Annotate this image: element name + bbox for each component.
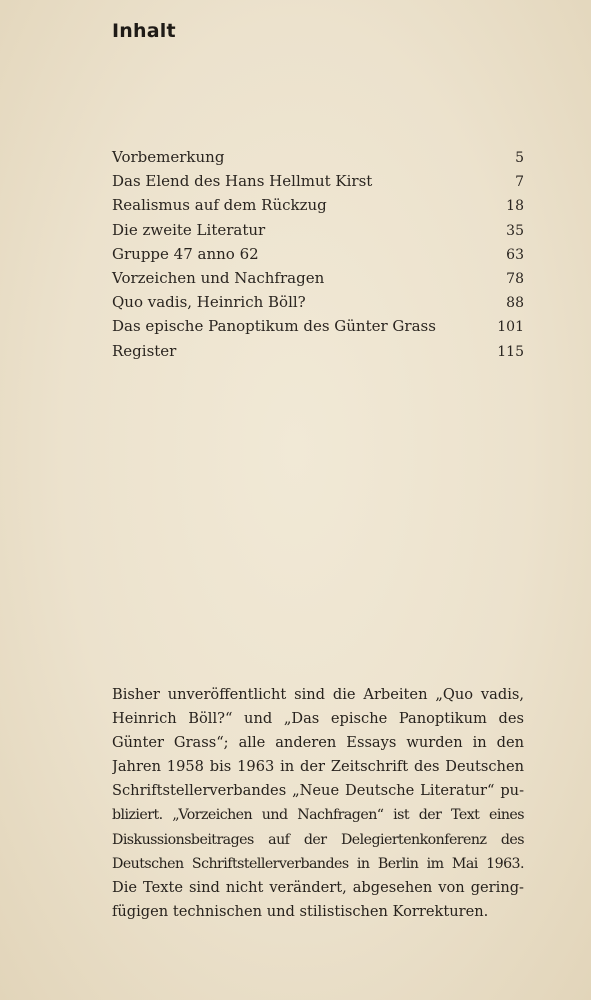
page-title: Inhalt	[112, 20, 176, 42]
toc-entry-page: 18	[506, 198, 524, 215]
toc-entry-title: Die zweite Literatur	[112, 220, 266, 239]
table-of-contents	[112, 145, 524, 363]
toc-entry-title: Vorzeichen und Nachfragen	[112, 268, 325, 287]
note-line: bliziert. „Vorzeichen und Nachfragen“ ist der Text eines	[112, 807, 524, 824]
toc-entry-page: 35	[506, 222, 524, 239]
editorial-note	[112, 683, 524, 924]
toc-entry-page: 63	[506, 246, 524, 263]
toc-entry	[112, 339, 524, 363]
toc-entry	[112, 169, 524, 193]
toc-entry	[112, 218, 524, 242]
toc-entry-page: 7	[515, 174, 524, 191]
toc-entry	[112, 242, 524, 266]
toc-entry	[112, 314, 524, 338]
toc-entry-page: 88	[506, 295, 524, 312]
toc-entry-page: 78	[506, 270, 524, 287]
toc-entry-title: Register	[112, 341, 177, 360]
note-line: fügigen technischen und stilistischen Korrekturen.	[112, 902, 489, 920]
note-line: Bisher unveröffentlicht sind die Arbeiten „Quo vadis,	[112, 686, 524, 703]
toc-entry	[112, 145, 524, 169]
note-line: Schriftstellerverbandes „Neue Deutsche Literatur“ pu-	[112, 782, 524, 800]
toc-entry-title: Gruppe 47 anno 62	[112, 244, 259, 263]
toc-entry-page: 5	[515, 150, 524, 166]
note-line: Heinrich Böll?“ und „Das epische Panoptikum des	[112, 710, 524, 728]
toc-entry-page: 101	[497, 319, 524, 336]
toc-entry-page: 115	[497, 343, 524, 360]
toc-entry-title: Das Elend des Hans Hellmut Kirst	[112, 172, 373, 191]
toc-entry	[112, 266, 524, 290]
note-line: Diskussionsbeitrages auf der Delegiertenkonferenz des	[112, 831, 524, 848]
toc-entry	[112, 290, 524, 314]
toc-entry-title: Vorbemerkung	[112, 148, 225, 166]
toc-entry-title: Quo vadis, Heinrich Böll?	[112, 293, 306, 312]
toc-entry	[112, 193, 524, 217]
note-line: Die Texte sind nicht verändert, abgesehen von gering-	[112, 878, 524, 896]
note-line: Deutschen Schriftstellerverbandes in Berlin im Mai 1963.	[112, 855, 524, 872]
toc-entry-title: Realismus auf dem Rückzug	[112, 196, 327, 215]
note-line: Günter Grass“; alle anderen Essays wurden in den	[112, 734, 524, 752]
note-line: Jahren 1958 bis 1963 in der Zeitschrift des Deutschen	[112, 758, 524, 776]
toc-entry-title: Das epische Panoptikum des Günter Grass	[112, 317, 436, 336]
